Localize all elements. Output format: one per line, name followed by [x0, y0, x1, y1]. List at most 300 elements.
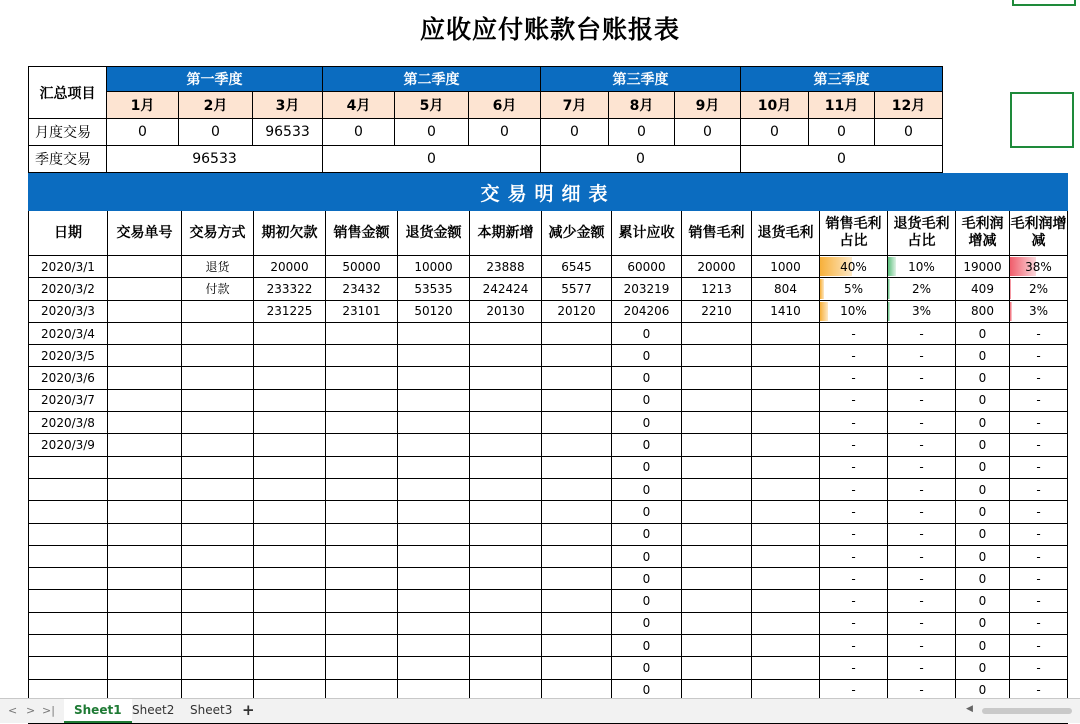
table-cell[interactable]: - [888, 612, 956, 634]
table-cell[interactable]: 20120 [542, 300, 612, 322]
table-cell[interactable] [108, 412, 182, 434]
table-cell[interactable]: 0 [956, 478, 1010, 500]
table-cell[interactable]: - [1010, 679, 1068, 701]
table-cell[interactable] [108, 278, 182, 300]
table-cell[interactable]: - [888, 590, 956, 612]
table-cell[interactable]: 0 [956, 679, 1010, 701]
table-cell[interactable] [682, 523, 752, 545]
table-cell[interactable]: 2210 [682, 300, 752, 322]
table-cell[interactable]: - [820, 456, 888, 478]
table-cell[interactable] [398, 568, 470, 590]
selected-cell-top[interactable] [1012, 0, 1076, 6]
table-cell[interactable] [752, 635, 820, 657]
table-cell[interactable] [682, 434, 752, 456]
table-cell[interactable]: - [888, 679, 956, 701]
tab-sheet1[interactable]: Sheet1 [64, 699, 132, 723]
column-header[interactable]: 累计应收 [612, 211, 682, 256]
column-header[interactable]: 期初欠款 [254, 211, 326, 256]
table-cell[interactable] [182, 568, 254, 590]
table-cell[interactable]: 50120 [398, 300, 470, 322]
table-cell[interactable]: 0 [612, 635, 682, 657]
table-cell[interactable] [752, 568, 820, 590]
column-header[interactable]: 本期新增 [470, 211, 542, 256]
scrollbar-thumb[interactable] [982, 708, 1072, 714]
add-sheet-button[interactable]: + [242, 701, 255, 719]
table-cell[interactable]: 20000 [682, 256, 752, 278]
table-cell[interactable]: - [1010, 545, 1068, 567]
table-cell[interactable]: 2020/3/2 [29, 278, 108, 300]
table-cell[interactable]: - [820, 657, 888, 679]
table-cell[interactable]: 0 [956, 612, 1010, 634]
table-cell[interactable]: 0 [612, 434, 682, 456]
table-cell[interactable] [254, 545, 326, 567]
table-cell[interactable] [326, 568, 398, 590]
column-header[interactable]: 日期 [29, 211, 108, 256]
table-cell[interactable] [470, 545, 542, 567]
table-cell[interactable]: 0 [956, 367, 1010, 389]
quarter-header[interactable]: 第三季度 [541, 67, 741, 92]
table-cell[interactable]: - [888, 345, 956, 367]
table-cell[interactable]: 0 [612, 679, 682, 701]
table-cell[interactable] [108, 568, 182, 590]
table-cell[interactable] [682, 412, 752, 434]
table-cell[interactable] [29, 612, 108, 634]
table-cell[interactable] [108, 478, 182, 500]
table-cell[interactable]: 2020/3/3 [29, 300, 108, 322]
table-cell[interactable] [398, 501, 470, 523]
table-cell[interactable]: 0 [956, 590, 1010, 612]
table-cell[interactable] [108, 345, 182, 367]
table-cell[interactable] [108, 456, 182, 478]
table-cell[interactable]: 0 [956, 434, 1010, 456]
table-cell[interactable]: 203219 [612, 278, 682, 300]
table-cell[interactable]: 0 [956, 412, 1010, 434]
monthly-value[interactable]: 0 [469, 119, 541, 146]
table-cell[interactable] [542, 412, 612, 434]
table-cell[interactable] [108, 545, 182, 567]
table-cell[interactable] [326, 501, 398, 523]
monthly-value[interactable]: 0 [675, 119, 741, 146]
table-cell[interactable] [254, 523, 326, 545]
table-cell[interactable] [108, 300, 182, 322]
horizontal-scrollbar[interactable] [952, 705, 1078, 717]
table-cell[interactable] [29, 545, 108, 567]
table-cell[interactable] [398, 545, 470, 567]
table-cell[interactable] [326, 345, 398, 367]
table-cell[interactable] [29, 456, 108, 478]
table-cell[interactable]: - [1010, 412, 1068, 434]
table-cell[interactable]: 0 [612, 456, 682, 478]
column-header[interactable]: 退货毛利 [752, 211, 820, 256]
table-cell[interactable] [682, 389, 752, 411]
table-cell[interactable]: - [888, 456, 956, 478]
monthly-value[interactable]: 0 [809, 119, 875, 146]
table-cell[interactable]: 0 [956, 456, 1010, 478]
table-cell[interactable] [254, 635, 326, 657]
table-cell[interactable] [326, 657, 398, 679]
table-cell[interactable] [29, 478, 108, 500]
column-header[interactable]: 退货毛利占比 [888, 211, 956, 256]
prev-sheet-icon[interactable]: > [26, 704, 36, 717]
table-cell[interactable] [470, 456, 542, 478]
month-header[interactable]: 12月 [875, 92, 943, 119]
table-cell[interactable] [682, 590, 752, 612]
table-cell[interactable]: - [888, 568, 956, 590]
table-cell[interactable] [326, 612, 398, 634]
table-cell[interactable] [752, 523, 820, 545]
table-cell[interactable] [29, 590, 108, 612]
table-cell[interactable] [398, 635, 470, 657]
table-cell[interactable] [542, 345, 612, 367]
table-cell[interactable] [542, 322, 612, 344]
table-cell[interactable]: 0 [612, 367, 682, 389]
table-cell[interactable] [108, 523, 182, 545]
table-cell[interactable] [398, 456, 470, 478]
quarterly-value[interactable]: 0 [323, 146, 541, 173]
table-cell[interactable]: - [1010, 612, 1068, 634]
table-cell[interactable] [542, 545, 612, 567]
table-cell[interactable] [326, 322, 398, 344]
table-cell[interactable] [29, 635, 108, 657]
table-cell[interactable]: 0 [612, 590, 682, 612]
table-cell[interactable] [326, 412, 398, 434]
table-cell[interactable] [398, 590, 470, 612]
column-header[interactable]: 退货金额 [398, 211, 470, 256]
month-header[interactable]: 10月 [741, 92, 809, 119]
table-cell[interactable]: - [888, 478, 956, 500]
table-cell[interactable] [254, 412, 326, 434]
quarter-header[interactable]: 第一季度 [107, 67, 323, 92]
table-cell[interactable]: 0 [956, 322, 1010, 344]
table-cell[interactable]: - [820, 590, 888, 612]
table-cell[interactable]: 0 [956, 501, 1010, 523]
month-header[interactable]: 5月 [395, 92, 469, 119]
table-cell[interactable] [752, 367, 820, 389]
table-cell[interactable]: 1213 [682, 278, 752, 300]
table-cell[interactable] [398, 367, 470, 389]
month-header[interactable]: 8月 [609, 92, 675, 119]
table-cell[interactable] [542, 612, 612, 634]
table-cell[interactable] [682, 635, 752, 657]
tab-sheet3[interactable]: Sheet3 [190, 703, 233, 717]
table-cell[interactable] [752, 501, 820, 523]
table-cell[interactable]: 1410 [752, 300, 820, 322]
table-cell[interactable] [542, 568, 612, 590]
table-cell[interactable]: - [820, 434, 888, 456]
table-cell[interactable] [542, 590, 612, 612]
table-cell[interactable] [1010, 256, 1068, 278]
table-cell[interactable]: - [888, 367, 956, 389]
table-cell[interactable]: - [888, 389, 956, 411]
month-header[interactable]: 11月 [809, 92, 875, 119]
quarterly-value[interactable]: 96533 [107, 146, 323, 173]
table-cell[interactable] [470, 568, 542, 590]
table-cell[interactable]: - [1010, 367, 1068, 389]
table-cell[interactable]: 0 [612, 389, 682, 411]
monthly-value[interactable]: 0 [609, 119, 675, 146]
table-cell[interactable]: 0 [956, 568, 1010, 590]
table-cell[interactable] [398, 478, 470, 500]
table-cell[interactable] [470, 367, 542, 389]
table-cell[interactable] [326, 434, 398, 456]
table-cell[interactable] [182, 412, 254, 434]
table-cell[interactable] [470, 389, 542, 411]
table-cell[interactable] [470, 612, 542, 634]
month-header[interactable]: 2月 [179, 92, 253, 119]
table-cell[interactable]: 800 [956, 300, 1010, 322]
table-cell[interactable]: - [1010, 434, 1068, 456]
table-cell[interactable] [752, 456, 820, 478]
table-cell[interactable] [108, 434, 182, 456]
table-cell[interactable] [108, 612, 182, 634]
table-cell[interactable] [254, 389, 326, 411]
table-cell[interactable]: - [888, 412, 956, 434]
column-header[interactable]: 减少金额 [542, 211, 612, 256]
table-cell[interactable] [254, 367, 326, 389]
table-cell[interactable] [326, 590, 398, 612]
table-cell[interactable]: - [820, 568, 888, 590]
table-cell[interactable]: 0 [956, 389, 1010, 411]
table-cell[interactable] [888, 300, 956, 322]
table-cell[interactable]: 5577 [542, 278, 612, 300]
first-sheet-icon[interactable]: < [8, 704, 18, 717]
table-cell[interactable] [29, 657, 108, 679]
column-header[interactable]: 销售金额 [326, 211, 398, 256]
table-cell[interactable] [326, 367, 398, 389]
table-cell[interactable] [108, 635, 182, 657]
table-cell[interactable] [470, 501, 542, 523]
month-header[interactable]: 7月 [541, 92, 609, 119]
table-cell[interactable]: - [888, 635, 956, 657]
table-cell[interactable] [398, 657, 470, 679]
table-cell[interactable] [254, 434, 326, 456]
table-cell[interactable] [752, 657, 820, 679]
monthly-value[interactable]: 0 [179, 119, 253, 146]
table-cell[interactable] [108, 256, 182, 278]
table-cell[interactable] [398, 412, 470, 434]
table-cell[interactable] [542, 635, 612, 657]
table-cell[interactable] [682, 545, 752, 567]
table-cell[interactable]: 0 [956, 345, 1010, 367]
table-cell[interactable] [254, 612, 326, 634]
tab-sheet2[interactable]: Sheet2 [132, 703, 175, 717]
table-cell[interactable]: 242424 [470, 278, 542, 300]
table-cell[interactable] [182, 456, 254, 478]
table-cell[interactable]: - [820, 612, 888, 634]
table-cell[interactable]: 0 [612, 545, 682, 567]
table-cell[interactable] [398, 345, 470, 367]
table-cell[interactable]: 204206 [612, 300, 682, 322]
column-header[interactable]: 交易单号 [108, 211, 182, 256]
table-cell[interactable]: 6545 [542, 256, 612, 278]
table-cell[interactable] [542, 456, 612, 478]
month-header[interactable]: 6月 [469, 92, 541, 119]
table-cell[interactable] [470, 657, 542, 679]
table-cell[interactable] [752, 345, 820, 367]
table-cell[interactable] [254, 456, 326, 478]
table-cell[interactable]: 2020/3/6 [29, 367, 108, 389]
table-cell[interactable] [682, 322, 752, 344]
table-cell[interactable] [542, 657, 612, 679]
table-cell[interactable]: 付款 [182, 278, 254, 300]
table-cell[interactable]: 0 [956, 657, 1010, 679]
table-cell[interactable] [752, 478, 820, 500]
table-cell[interactable] [182, 322, 254, 344]
table-cell[interactable] [254, 322, 326, 344]
table-cell[interactable]: 0 [612, 612, 682, 634]
table-cell[interactable]: - [1010, 322, 1068, 344]
table-cell[interactable] [182, 612, 254, 634]
table-cell[interactable] [254, 657, 326, 679]
monthly-value[interactable]: 0 [107, 119, 179, 146]
column-header[interactable]: 毛利润增减 [1010, 211, 1068, 256]
table-cell[interactable] [398, 389, 470, 411]
table-cell[interactable] [682, 501, 752, 523]
table-cell[interactable]: 23888 [470, 256, 542, 278]
detail-banner[interactable]: 交易明细表 [29, 174, 1068, 211]
table-cell[interactable] [752, 389, 820, 411]
quarterly-value[interactable]: 0 [741, 146, 943, 173]
table-cell[interactable]: 0 [612, 657, 682, 679]
table-cell[interactable]: - [1010, 657, 1068, 679]
table-cell[interactable] [470, 590, 542, 612]
table-cell[interactable] [542, 523, 612, 545]
table-cell[interactable] [108, 657, 182, 679]
table-cell[interactable]: - [888, 545, 956, 567]
table-cell[interactable] [752, 412, 820, 434]
table-cell[interactable] [108, 501, 182, 523]
table-cell[interactable]: 0 [956, 635, 1010, 657]
table-cell[interactable]: 231225 [254, 300, 326, 322]
table-cell[interactable] [108, 590, 182, 612]
table-cell[interactable]: 0 [612, 523, 682, 545]
table-cell[interactable] [682, 345, 752, 367]
table-cell[interactable] [182, 501, 254, 523]
table-cell[interactable] [326, 545, 398, 567]
table-cell[interactable] [470, 635, 542, 657]
table-cell[interactable] [682, 456, 752, 478]
table-cell[interactable] [182, 635, 254, 657]
table-cell[interactable] [752, 434, 820, 456]
table-cell[interactable] [29, 523, 108, 545]
quarterly-value[interactable]: 0 [541, 146, 741, 173]
table-cell[interactable] [29, 568, 108, 590]
month-header[interactable]: 9月 [675, 92, 741, 119]
table-cell[interactable]: - [1010, 590, 1068, 612]
quarterly-label[interactable]: 季度交易 [29, 146, 107, 173]
table-cell[interactable]: 233322 [254, 278, 326, 300]
table-cell[interactable] [820, 278, 888, 300]
table-cell[interactable]: 19000 [956, 256, 1010, 278]
table-cell[interactable]: 23432 [326, 278, 398, 300]
table-cell[interactable] [254, 478, 326, 500]
monthly-value[interactable]: 0 [741, 119, 809, 146]
table-cell[interactable]: - [820, 322, 888, 344]
table-cell[interactable]: - [820, 501, 888, 523]
table-cell[interactable]: - [1010, 456, 1068, 478]
table-cell[interactable] [398, 612, 470, 634]
table-cell[interactable]: - [888, 322, 956, 344]
month-header[interactable]: 4月 [323, 92, 395, 119]
table-cell[interactable] [182, 345, 254, 367]
table-cell[interactable]: 20000 [254, 256, 326, 278]
column-header[interactable]: 销售毛利 [682, 211, 752, 256]
scroll-left-icon[interactable]: ◀ [966, 704, 973, 714]
table-cell[interactable]: 0 [612, 478, 682, 500]
table-cell[interactable]: 60000 [612, 256, 682, 278]
column-header[interactable]: 毛利润增减 [956, 211, 1010, 256]
table-cell[interactable]: 0 [612, 501, 682, 523]
table-cell[interactable]: - [1010, 501, 1068, 523]
table-cell[interactable]: - [820, 412, 888, 434]
table-cell[interactable] [182, 367, 254, 389]
table-cell[interactable]: - [820, 345, 888, 367]
monthly-label[interactable]: 月度交易 [29, 119, 107, 146]
table-cell[interactable] [254, 345, 326, 367]
table-cell[interactable] [682, 367, 752, 389]
monthly-value[interactable]: 96533 [253, 119, 323, 146]
table-cell[interactable] [752, 590, 820, 612]
table-cell[interactable]: 0 [956, 545, 1010, 567]
table-cell[interactable] [888, 256, 956, 278]
selected-cell[interactable] [1010, 92, 1074, 148]
table-cell[interactable] [254, 590, 326, 612]
table-cell[interactable]: - [820, 367, 888, 389]
table-cell[interactable]: 0 [612, 568, 682, 590]
table-cell[interactable]: 2020/3/7 [29, 389, 108, 411]
table-cell[interactable]: - [888, 501, 956, 523]
table-cell[interactable] [254, 501, 326, 523]
table-cell[interactable]: 20130 [470, 300, 542, 322]
table-cell[interactable]: - [1010, 478, 1068, 500]
last-sheet-icon[interactable]: >| [42, 704, 55, 717]
table-cell[interactable] [326, 478, 398, 500]
monthly-value[interactable]: 0 [541, 119, 609, 146]
table-cell[interactable]: 1000 [752, 256, 820, 278]
monthly-value[interactable]: 0 [395, 119, 469, 146]
table-cell[interactable] [29, 501, 108, 523]
table-cell[interactable]: 2020/3/5 [29, 345, 108, 367]
table-cell[interactable]: - [1010, 523, 1068, 545]
table-cell[interactable]: 0 [956, 523, 1010, 545]
table-cell[interactable]: - [820, 523, 888, 545]
table-cell[interactable] [1010, 278, 1068, 300]
monthly-value[interactable]: 0 [875, 119, 943, 146]
table-cell[interactable]: 2020/3/4 [29, 322, 108, 344]
table-cell[interactable] [542, 389, 612, 411]
table-cell[interactable] [682, 478, 752, 500]
table-cell[interactable] [108, 389, 182, 411]
table-cell[interactable]: 2020/3/8 [29, 412, 108, 434]
summary-corner[interactable]: 汇总项目 [29, 67, 107, 119]
table-cell[interactable] [470, 345, 542, 367]
table-cell[interactable] [398, 434, 470, 456]
table-cell[interactable]: - [820, 545, 888, 567]
quarter-header[interactable]: 第三季度 [741, 67, 943, 92]
table-cell[interactable] [682, 657, 752, 679]
table-cell[interactable]: 50000 [326, 256, 398, 278]
table-cell[interactable]: 804 [752, 278, 820, 300]
table-cell[interactable] [888, 278, 956, 300]
table-cell[interactable] [182, 434, 254, 456]
table-cell[interactable] [470, 478, 542, 500]
month-header[interactable]: 3月 [253, 92, 323, 119]
table-cell[interactable] [326, 523, 398, 545]
table-cell[interactable]: - [1010, 568, 1068, 590]
table-cell[interactable] [182, 389, 254, 411]
table-cell[interactable] [542, 434, 612, 456]
table-cell[interactable]: - [888, 657, 956, 679]
